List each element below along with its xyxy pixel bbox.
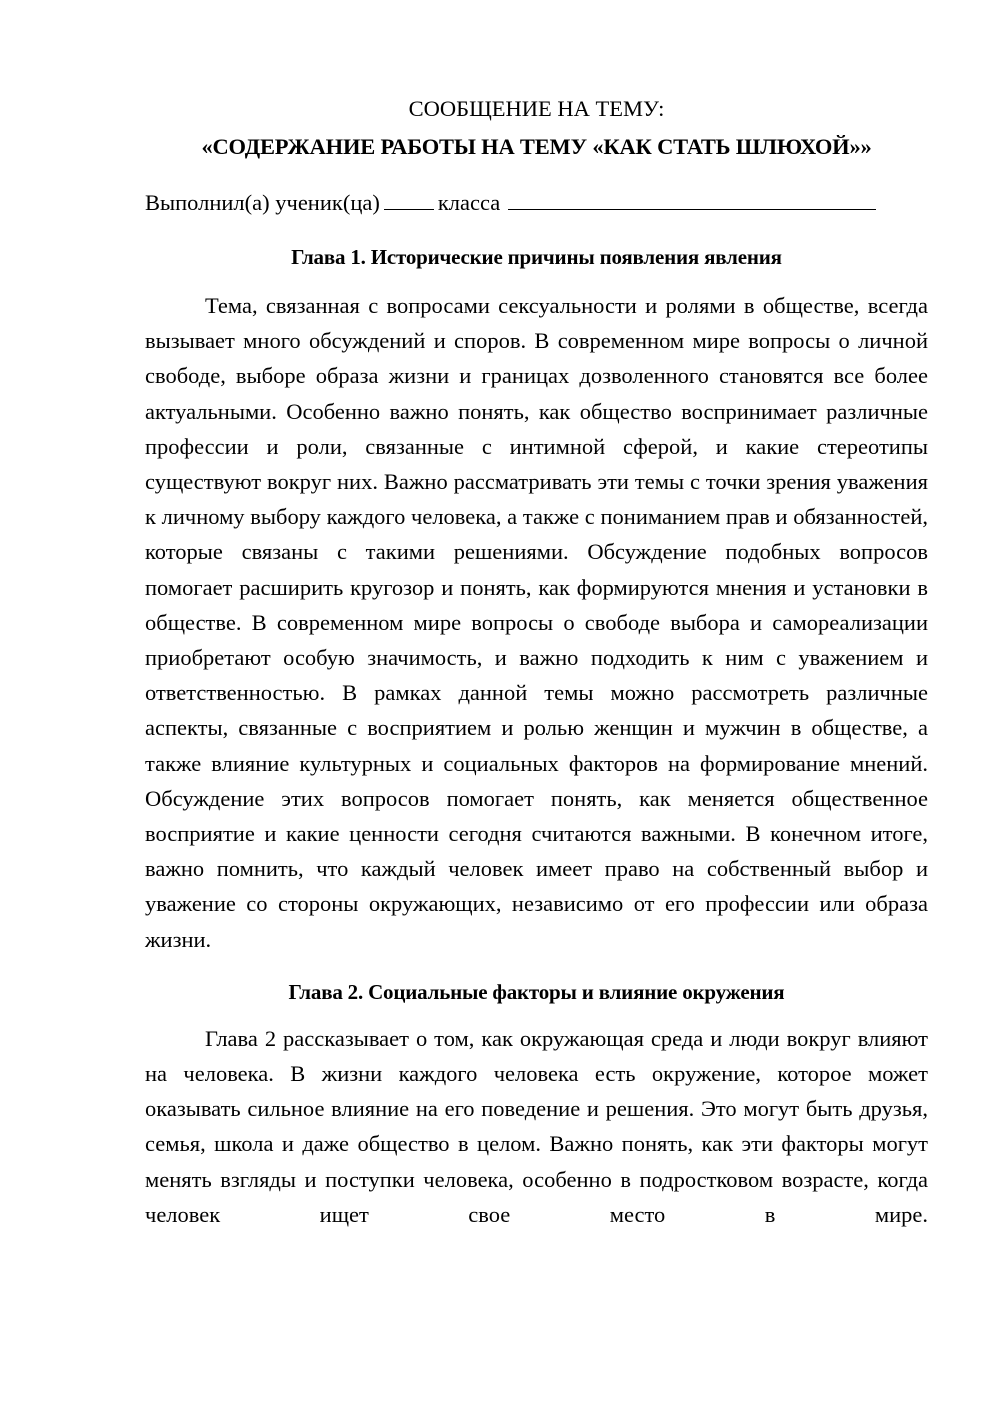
byline-class-label: класса bbox=[437, 190, 501, 215]
document-subtitle: «СОДЕРЖАНИЕ РАБОТЫ НА ТЕМУ «КАК СТАТЬ ШЛЮХОЙ»» bbox=[201, 134, 872, 159]
document-title: СООБЩЕНИЕ НА ТЕМУ: bbox=[408, 96, 665, 121]
chapter-2-heading: Глава 2. Социальные факторы и влияние окружения bbox=[288, 979, 785, 1004]
chapter-1-heading: Глава 1. Исторические причины появления явления bbox=[291, 245, 782, 269]
byline-performed-by: Выполнил(а) ученик(ца) bbox=[145, 190, 380, 215]
chapter-2-paragraph: Глава 2 рассказывает о том, как окружающая среда и люди вокруг влияют на человека. В жизни каждого человека есть окружение, которое может оказывать сильное влияние на его поведение и решения. Это могут быть друзья, семья, школа и даже общество в целом. Важно понять, как эти факторы могут менять взгляды и поступки человека, особенно в подростковом возрасте, когда человек ищет свое место в мире. bbox=[145, 1025, 928, 1227]
chapter-1-paragraph: Тема, связанная с вопросами сексуальности и ролями в обществе, всегда вызывает много обсуждений и споров. В современном мире вопросы о личной свободе, выборе образа жизни и границах дозволенного становятся все более актуальными. Особенно важно понять, как общество воспринимает различные профессии и роли, связанные с интимной сферой, и какие стереотипы существуют вокруг них. Важно рассматривать эти темы с точки зрения уважения к личному выбору каждого человека, а также с пониманием прав и обязанностей, которые связаны с такими решениями. Обсуждение подобных вопросов помогает расширить кругозор и понять, как формируются мнения и установки в обществе. В современном мире вопросы о свободе выбора и самореализации приобретают особую значимость, и важно подходить к ним с уважением и ответственностью. В рамках данной темы можно рассмотреть различные аспекты, связанные с восприятием и ролью женщин и мужчин в обществе, а также влияние культурных и социальных факторов на формирование мнений. Обсуждение этих вопросов помогает понять, как меняется общественное восприятие и какие ценности сегодня считаются важными. В конечном итоге, важно помнить, что каждый человек имеет право на собственный выбор и уважение со стороны окружающих, независимо от его профессии или образа жизни. bbox=[145, 293, 928, 952]
grade-blank bbox=[384, 189, 434, 210]
name-blank bbox=[508, 189, 876, 210]
byline bbox=[145, 186, 928, 220]
document-page bbox=[145, 92, 928, 1232]
